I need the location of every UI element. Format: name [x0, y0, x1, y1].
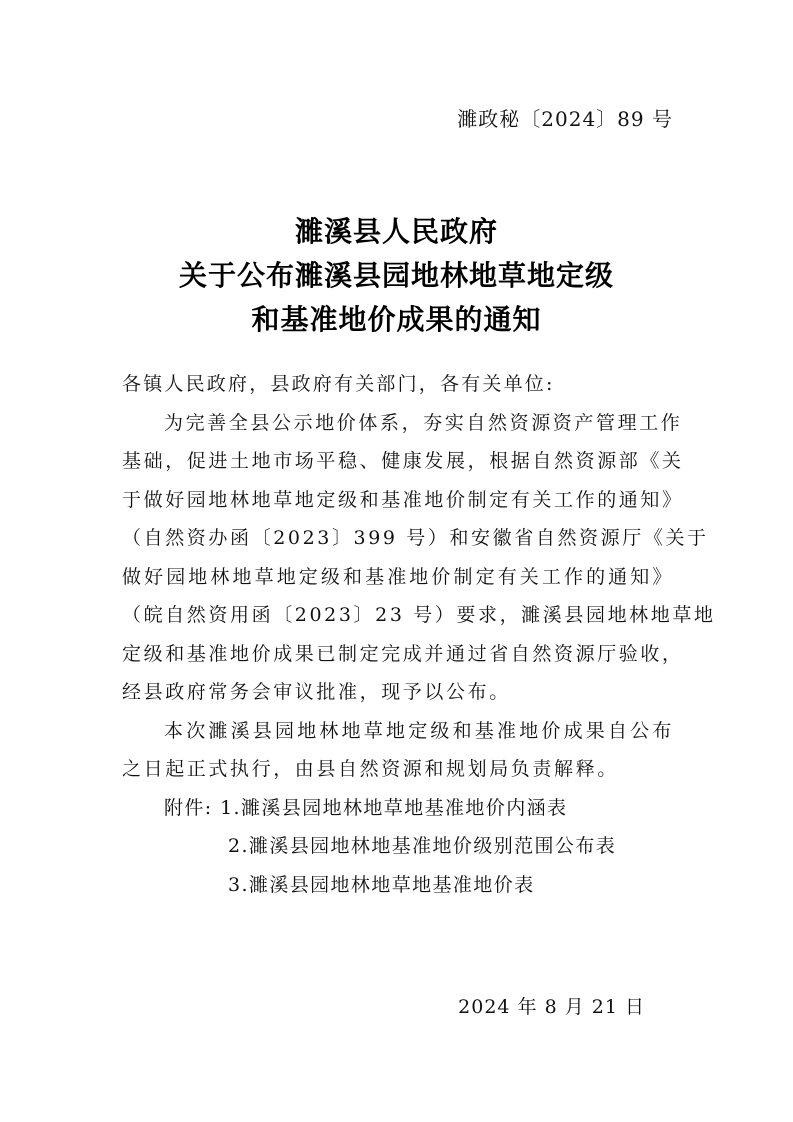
attachment-item: 2.濉溪县园地林地基准地价级别范围公布表 — [228, 835, 617, 857]
salutation: 各镇人民政府，县政府有关部门，各有关单位: — [122, 373, 555, 395]
paragraph-1-line: 于做好园地林地草地定级和基准地价制定有关工作的通知》 — [122, 488, 684, 511]
paragraph-2-line: 之日起正式执行，由县自然资源和规划局负责解释。 — [122, 758, 619, 780]
paragraph-2-line: 本次濉溪县园地林地草地定级和基准地价成果自公布 — [164, 719, 674, 742]
document-number: 濉政秘〔2024〕89 号 — [457, 107, 673, 131]
paragraph-1-line: （皖自然资用函〔2023〕23 号）要求，濉溪县园地林地草地 — [122, 604, 716, 626]
paragraph-1-line: （自然资办函〔2023〕399 号）和安徽省自然资源厅《关于 — [122, 527, 709, 549]
paragraph-1-line: 基础，促进土地市场平稳、健康发展，根据自然资源部《关 — [122, 450, 684, 472]
paragraph-1 — [122, 404, 716, 712]
document-body — [122, 365, 716, 904]
attachment-row — [122, 827, 674, 866]
attachments-list — [122, 789, 674, 905]
paragraph-2 — [122, 712, 674, 789]
attachment-row — [122, 866, 674, 905]
title-line-3: 和基准地价成果的通知 — [251, 303, 542, 336]
attachments-label: 附件: — [164, 796, 213, 819]
attachment-row — [122, 789, 674, 828]
attachment-item: 3.濉溪县园地林地草地基准地价表 — [228, 873, 535, 896]
paragraph-1-line: 定级和基准地价成果已制定完成并通过省自然资源厅验收， — [122, 642, 684, 665]
attachment-spacer — [213, 797, 220, 819]
paragraph-1-line: 做好园地林地草地定级和基准地价制定有关工作的通知》 — [122, 565, 674, 588]
issue-date: 2024 年 8 月 21 日 — [458, 996, 645, 1018]
paragraph-1-line: 经县政府常务会审议批准，现予以公布。 — [122, 681, 511, 703]
title-line-1: 濉溪县人民政府 — [294, 215, 498, 248]
document-title — [0, 210, 793, 342]
title-line-2: 关于公布濉溪县园地林地草地定级 — [178, 259, 614, 292]
paragraph-1-line: 为完善全县公示地价体系，夯实自然资源资产管理工作 — [164, 411, 683, 434]
attachment-item: 1.濉溪县园地林地草地基准地价内涵表 — [220, 796, 568, 819]
